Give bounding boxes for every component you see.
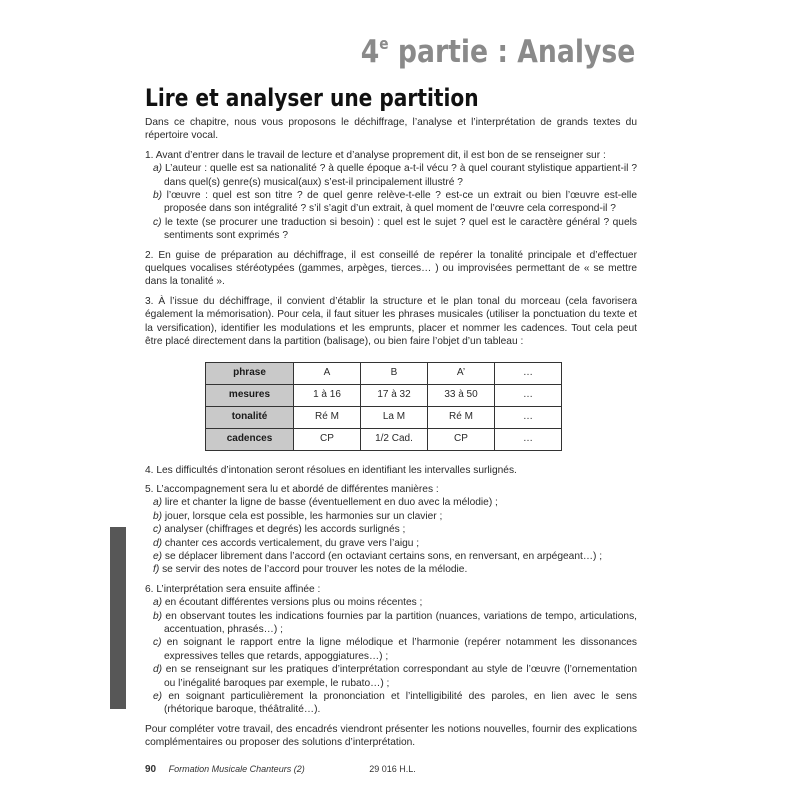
table-cell: 33 à 50 bbox=[428, 384, 495, 406]
part-title bbox=[360, 34, 635, 70]
item-label: a) bbox=[153, 597, 163, 609]
section-6-item-d bbox=[145, 663, 637, 690]
item-text: en soignant le rapport entre la ligne mélodique et l’harmonie (repérer notamment les dissonances expressives telles que retards, appoggiatures…) ; bbox=[161, 637, 637, 662]
table-row bbox=[206, 362, 562, 384]
item-text: l’œuvre : quel est son titre ? de quel genre relève-t-elle ? est-ce un extrait ou bien l’œuvre est-elle proposée dans son intégralité ? s’il s’agit d’un extrait, à quel moment de l’œuvre cela correspond-il ? bbox=[162, 190, 637, 215]
section-5-item-a bbox=[145, 496, 637, 509]
section-5-lead: 5. L’accompagnement sera lu et abordé de différentes manières : bbox=[145, 483, 439, 495]
catalog-reference: 29 016 H.L. bbox=[369, 764, 416, 774]
section-1-lead: 1. Avant d’entrer dans le travail de lecture et d’analyse proprement dit, il est bon de se renseigner sur : bbox=[145, 149, 606, 161]
page-number: 90 bbox=[145, 764, 157, 775]
item-label: b) bbox=[153, 510, 163, 522]
table-cell: B bbox=[361, 362, 428, 384]
section-1-item-b bbox=[145, 189, 637, 216]
item-label: e) bbox=[153, 691, 163, 702]
table-cell: 17 à 32 bbox=[361, 384, 428, 406]
item-label: c) bbox=[153, 637, 162, 649]
item-text: se déplacer librement dans l’accord (en octaviant certains sons, en renversant, en arpégeant…) ; bbox=[162, 550, 603, 562]
item-label: d) bbox=[153, 664, 163, 676]
intro-paragraph: Dans ce chapitre, nous vous proposons le déchiffrage, l’analyse et l’interprétation de grands textes du répertoire vocal. bbox=[145, 117, 637, 142]
section-6-lead: 6. L’interprétation sera ensuite affinée : bbox=[145, 583, 321, 595]
page-footer bbox=[145, 764, 416, 775]
table-cell: … bbox=[495, 406, 562, 428]
section-4-paragraph: 4. Les difficultés d’intonation seront résolues en identifiant les intervalles surlignés. bbox=[145, 464, 517, 476]
section-6-item-c bbox=[145, 636, 637, 663]
item-text: en observant toutes les indications fournies par la partition (nuances, variations de tempo, articulations, accentuation, phrasés…) ; bbox=[162, 610, 637, 635]
item-text: L’auteur : quelle est sa nationalité ? à quelle époque a-t-il vécu ? à quel courant stylistique appartient-il ? dans quel(s) genre(s) musical(aux) s’est-il principalement illustré ? bbox=[162, 163, 637, 188]
section-1-item-c bbox=[145, 216, 637, 243]
item-text: en soignant particulièrement la prononciation et l’intelligibilité des paroles, en lien avec le sens (rhétorique baroque, théâtralité…). bbox=[162, 691, 637, 716]
section-5-item-d bbox=[145, 537, 637, 550]
item-text: se servir des notes de l’accord pour trouver les notes de la mélodie. bbox=[159, 564, 468, 576]
section-5-item-e bbox=[145, 550, 637, 563]
table-cell: 1/2 Cad. bbox=[361, 428, 428, 450]
page-content bbox=[145, 116, 637, 750]
item-label: c) bbox=[153, 524, 162, 536]
item-label: b) bbox=[153, 190, 163, 202]
item-text: analyser (chiffrages et degrés) les accords surlignés ; bbox=[161, 524, 406, 536]
item-label: f) bbox=[153, 564, 160, 576]
item-label: d) bbox=[153, 537, 163, 549]
side-thumb-tab bbox=[110, 527, 126, 709]
table-cell: La M bbox=[361, 406, 428, 428]
item-label: b) bbox=[153, 610, 163, 622]
row-header: mesures bbox=[206, 384, 294, 406]
item-text: en se renseignant sur les pratiques d’interprétation correspondant au style de l’œuvre (l’ornementation ou l’inégalité baroques par exemple, le rubato…) ; bbox=[162, 664, 637, 689]
item-label: a) bbox=[153, 163, 163, 175]
section-2-paragraph: 2. En guise de préparation au déchiffrage, il est conseillé de repérer la tonalité principale et d’effectuer quelques vocalises stéréotypées (gammes, arpèges, tierces… ) ou improvisées permettant de « se mettre dans la tonalité ». bbox=[145, 249, 637, 288]
item-label: a) bbox=[153, 497, 163, 509]
row-header: phrase bbox=[206, 362, 294, 384]
conclusion-paragraph: Pour compléter votre travail, des encadrés viendront présenter les notions nouvelles, fournir des explications complémentaires ou proposer des solutions d’interprétation. bbox=[145, 723, 637, 749]
table-row bbox=[206, 428, 562, 450]
section-6-item-e bbox=[145, 690, 637, 717]
section-6-item-a bbox=[145, 596, 637, 609]
section-5-item-f bbox=[145, 563, 637, 576]
analysis-table bbox=[205, 362, 562, 451]
table-row bbox=[206, 384, 562, 406]
item-label: c) bbox=[153, 216, 162, 228]
section-6-item-b bbox=[145, 610, 637, 637]
row-header: cadences bbox=[206, 428, 294, 450]
item-label: e) bbox=[153, 550, 163, 562]
table-cell: A’ bbox=[428, 362, 495, 384]
table-cell: 1 à 16 bbox=[294, 384, 361, 406]
item-text: le texte (se procurer une traduction si besoin) : quel est le sujet ? quel est le caractère général ? quels sentiments sont exprimés ? bbox=[161, 216, 637, 242]
table-cell: CP bbox=[428, 428, 495, 450]
table-cell: … bbox=[495, 384, 562, 406]
part-title-rest: partie : Analyse bbox=[388, 34, 635, 70]
section-1-item-a bbox=[145, 162, 637, 189]
table-cell: … bbox=[495, 362, 562, 384]
table-cell: A bbox=[294, 362, 361, 384]
table-cell: … bbox=[495, 428, 562, 450]
item-text: chanter ces accords verticalement, du grave vers l’aigu ; bbox=[162, 537, 420, 549]
table-row bbox=[206, 406, 562, 428]
section-5-item-b bbox=[145, 510, 637, 523]
table-cell: Ré M bbox=[294, 406, 361, 428]
book-title: Formation Musicale Chanteurs (2) bbox=[168, 764, 305, 774]
table-cell: Ré M bbox=[428, 406, 495, 428]
part-ordinal-suffix: e bbox=[378, 34, 389, 53]
section-3-paragraph: 3. À l’issue du déchiffrage, il convient d’établir la structure et le plan tonal du morceau (cela favorisera également la mémorisation). Pour cela, il faut situer les phrases musicales (utiliser la ponctuation du texte et la versification), identifier les modulations et les emprunts, placer et nommer les cadences. Tout cela peut être placé directement dans la partition (balisage), ou bien faire l’objet d’un tableau : bbox=[145, 295, 637, 348]
table-cell: CP bbox=[294, 428, 361, 450]
part-number: 4 bbox=[360, 34, 379, 70]
item-text: lire et chanter la ligne de basse (éventuellement en duo avec la mélodie) ; bbox=[162, 497, 498, 509]
row-header: tonalité bbox=[206, 406, 294, 428]
item-text: jouer, lorsque cela est possible, les harmonies sur un clavier ; bbox=[162, 510, 443, 522]
item-text: en écoutant différentes versions plus ou moins récentes ; bbox=[162, 597, 423, 609]
chapter-title: Lire et analyser une partition bbox=[145, 84, 479, 112]
section-5-item-c bbox=[145, 523, 637, 536]
